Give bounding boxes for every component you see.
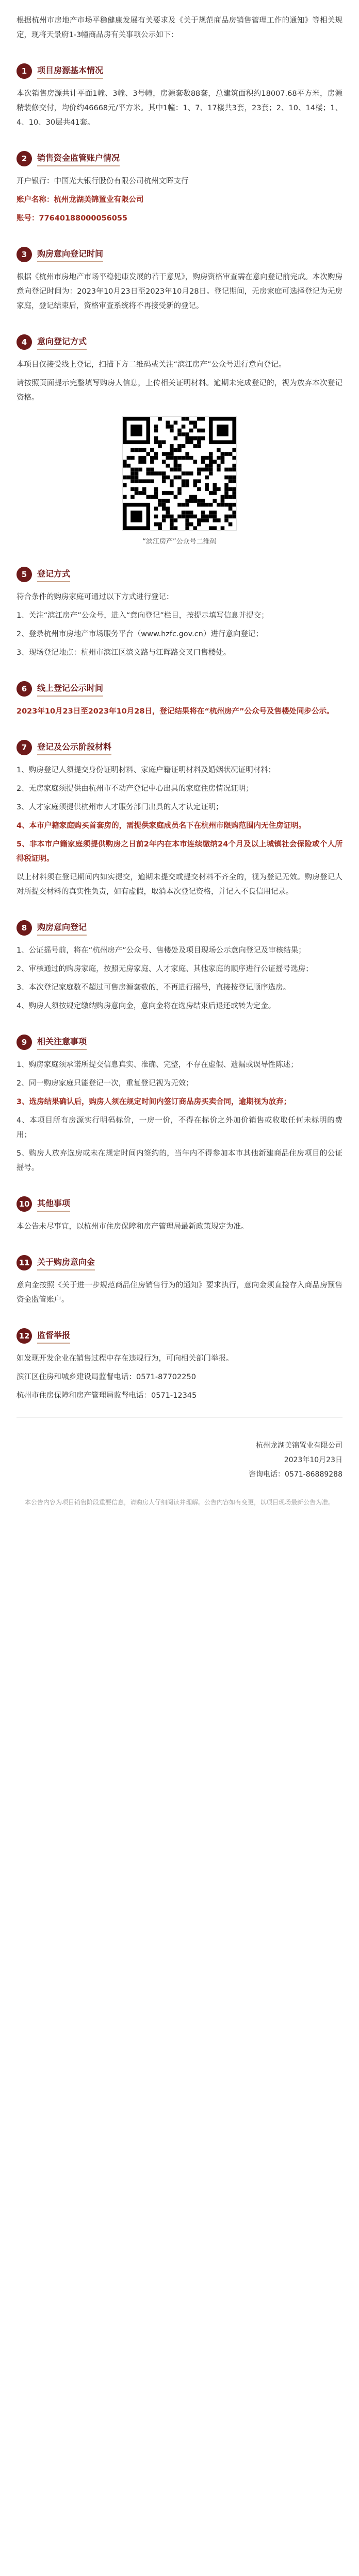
section-paragraph: 2、同一购房家庭只能登记一次，重复登记视为无效； [17, 1079, 193, 1088]
section-paragraph: 杭州市住房保障和房产管理局监督电话：0571-12345 [17, 1392, 197, 1400]
section-paragraph: 1、购房家庭须承诺所提交信息真实、准确、完整，不存在虚假、遗漏或误导性陈述； [17, 1061, 298, 1069]
section-paragraph: 3、现场登记地点：杭州市滨江区滨文路与江晖路交叉口售楼处。 [17, 649, 231, 657]
intro-text: 根据杭州市房地产市场平稳健康发展有关要求及《关于规范商品房销售管理工作的通知》等相关规定，现将天景府1-3幢商品房有关事项公示如下： [17, 16, 342, 39]
section-paragraph: 以上材料须在登记期间内如实提交，逾期未提交或提交材料不齐全的，视为登记无效。购房登记人对所提交材料的真实性负责，如有虚假，取消本次登记资格，并记入不良信用记录。 [17, 873, 342, 896]
section-7 [0, 736, 359, 899]
qr-block [17, 416, 342, 546]
section-title: 关于购房意向金 [37, 1256, 95, 1270]
section-number-badge: 2 [17, 151, 32, 166]
section-1 [0, 60, 359, 130]
section-header [17, 331, 342, 353]
section-title: 购房意向登记 [37, 921, 87, 936]
section-title: 线上登记公示时间 [37, 682, 103, 697]
section-11 [0, 1251, 359, 1307]
section-header [17, 1251, 342, 1274]
section-4 [0, 331, 359, 546]
section-paragraph: 1、公证摇号前，将在“杭州房产”公众号、售楼处及项目现场公示意向登记及审核结果； [17, 946, 306, 955]
section-paragraph: 3、人才家庭须提供杭州市人才服务部门出具的人才认定证明； [17, 803, 223, 811]
section-number-badge: 8 [17, 920, 32, 936]
section-title: 购房意向登记时间 [37, 247, 103, 262]
sections-container [0, 60, 359, 1403]
section-paragraph: 根据《杭州市房地产市场平稳健康发展的若干意见》，购房资格审查需在意向登记前完成。本次购房意向登记时间为：2023年10月23日至2023年10月28日。登记期间，无房家庭可选择登记为无房家庭，登记结束后，资格审查系统将不再接受新的登记。 [17, 273, 342, 310]
section-paragraph: 2023年10月23日至2023年10月28日，登记结果将在“杭州房产”公众号及售楼处同步公示。 [17, 707, 334, 716]
section-5 [0, 563, 359, 660]
section-paragraph: 2、登录杭州市房地产市场服务平台（www.hzfc.gov.cn）进行意向登记； [17, 630, 263, 638]
section-paragraph: 4、本项目所有房源实行明码标价，一房一价，不得在标价之外加价销售或收取任何未标明的费用； [17, 1116, 342, 1139]
section-9 [0, 1031, 359, 1175]
section-header [17, 60, 342, 82]
section-header [17, 1325, 342, 1347]
section-header [17, 243, 342, 266]
section-paragraph: 4、购房人须按规定缴纳购房意向金，意向金将在选房结束后退还或转为定金。 [17, 1002, 276, 1010]
section-title: 相关注意事项 [37, 1035, 87, 1050]
section-paragraph: 3、本次登记家庭数不超过可售房源套数的，不再进行摇号，直接按登记顺序选房。 [17, 984, 291, 992]
section-paragraph: 2、无房家庭须提供由杭州市不动产登记中心出具的家庭住房情况证明； [17, 785, 253, 793]
section-number-badge: 5 [17, 567, 32, 582]
section-paragraph: 1、购房登记人须提交身份证明材料、家庭户籍证明材料及婚姻状况证明材料； [17, 766, 276, 774]
footer-company: 杭州龙湖美锦置业有限公司 [256, 1442, 342, 1450]
section-paragraph: 本公告未尽事宜，以杭州市住房保障和房产管理局最新政策规定为准。 [17, 1223, 249, 1231]
section-paragraph: 账户名称：杭州龙湖美锦置业有限公司 [17, 196, 144, 204]
footer [0, 1438, 359, 1482]
section-number-badge: 9 [17, 1035, 32, 1050]
footer-phone: 咨询电话：0571-86889288 [249, 1470, 342, 1479]
section-number-badge: 4 [17, 334, 32, 350]
section-header [17, 147, 342, 170]
section-6 [0, 677, 359, 719]
section-number-badge: 10 [17, 1196, 32, 1212]
section-paragraph: 2、审核通过的购房家庭，按照无房家庭、人才家庭、其他家庭的顺序进行公证摇号选房； [17, 965, 313, 973]
section-title: 登记方式 [37, 567, 70, 582]
section-paragraph: 请按照页面提示完整填写购房人信息，上传相关证明材料。逾期未完成登记的，视为放弃本次登记资格。 [17, 379, 342, 402]
section-header [17, 677, 342, 700]
section-title: 销售资金监管账户情况 [37, 151, 120, 166]
section-12 [0, 1325, 359, 1403]
section-paragraph: 符合条件的购房家庭可通过以下方式进行登记： [17, 593, 174, 601]
qr-caption: “滨江房产”公众号二维码 [142, 538, 217, 546]
section-number-badge: 7 [17, 740, 32, 755]
section-8 [0, 917, 359, 1013]
section-title: 监督举报 [37, 1329, 70, 1344]
section-title: 其他事项 [37, 1197, 70, 1212]
section-header [17, 917, 342, 939]
section-paragraph: 4、本市户籍家庭购买首套房的，需提供家庭成员名下在杭州市限购范围内无住房证明。 [17, 822, 306, 830]
section-paragraph: 开户银行：中国光大银行股份有限公司杭州文晖支行 [17, 177, 189, 185]
section-paragraph: 5、非本市户籍家庭须提供购房之日前2年内在本市连续缴纳24个月及以上城镇社会保险或个人所得税证明。 [17, 840, 342, 863]
section-paragraph: 滨江区住房和城乡建设局监督电话：0571-87702250 [17, 1373, 196, 1381]
section-paragraph: 本项目仅接受线上登记，扫描下方二维码或关注“滨江房产”公众号进行意向登记。 [17, 361, 286, 369]
section-paragraph: 本次销售房源共计平面1幢、3幢、3号幢，房源套数88套，总建筑面积约18007.68平方米，房源精装修交付，均价约46668元/平方米。其中1幢：1、7、17楼共3套，23套；2、10、14楼；1、4、10、30层共41套。 [17, 90, 342, 127]
section-number-badge: 11 [17, 1255, 32, 1270]
section-paragraph: 1、关注“滨江房产”公众号，进入“意向登记”栏目，按提示填写信息并提交； [17, 612, 269, 620]
section-title: 项目房源基本情况 [37, 64, 103, 79]
section-title: 意向登记方式 [37, 335, 87, 350]
section-number-badge: 3 [17, 247, 32, 262]
section-header [17, 563, 342, 586]
section-paragraph: 3、选房结果确认后，购房人须在规定时间内签订商品房买卖合同，逾期视为放弃； [17, 1098, 291, 1106]
section-3 [0, 243, 359, 313]
section-header [17, 736, 342, 759]
section-number-badge: 6 [17, 681, 32, 697]
section-paragraph: 账号：77640188000056055 [17, 214, 128, 223]
section-paragraph: 意向金按照《关于进一步规范商品住房销售行为的通知》要求执行，意向金须直接存入商品房预售资金监管账户。 [17, 1281, 342, 1304]
section-header [17, 1193, 342, 1215]
section-number-badge: 1 [17, 63, 32, 79]
qr-code-icon[interactable] [122, 416, 237, 531]
section-number-badge: 12 [17, 1328, 32, 1344]
divider [17, 1417, 342, 1418]
tail-note: 本公告内容为项目销售阶段重要信息，请购房人仔细阅读并理解。公告内容如有变更，以项目现场最新公告为准。 [24, 1499, 334, 1506]
section-paragraph: 如发现开发企业在销售过程中存在违规行为，可向相关部门举报。 [17, 1354, 234, 1363]
section-title: 登记及公示阶段材料 [37, 740, 111, 755]
section-header [17, 1031, 342, 1054]
section-paragraph: 5、购房人放弃选房或未在规定时间内签约的，当年内不得参加本市其他新建商品住房项目的公证摇号。 [17, 1149, 342, 1172]
section-10 [0, 1193, 359, 1234]
footer-date: 2023年10月23日 [284, 1456, 342, 1464]
section-2 [0, 147, 359, 226]
